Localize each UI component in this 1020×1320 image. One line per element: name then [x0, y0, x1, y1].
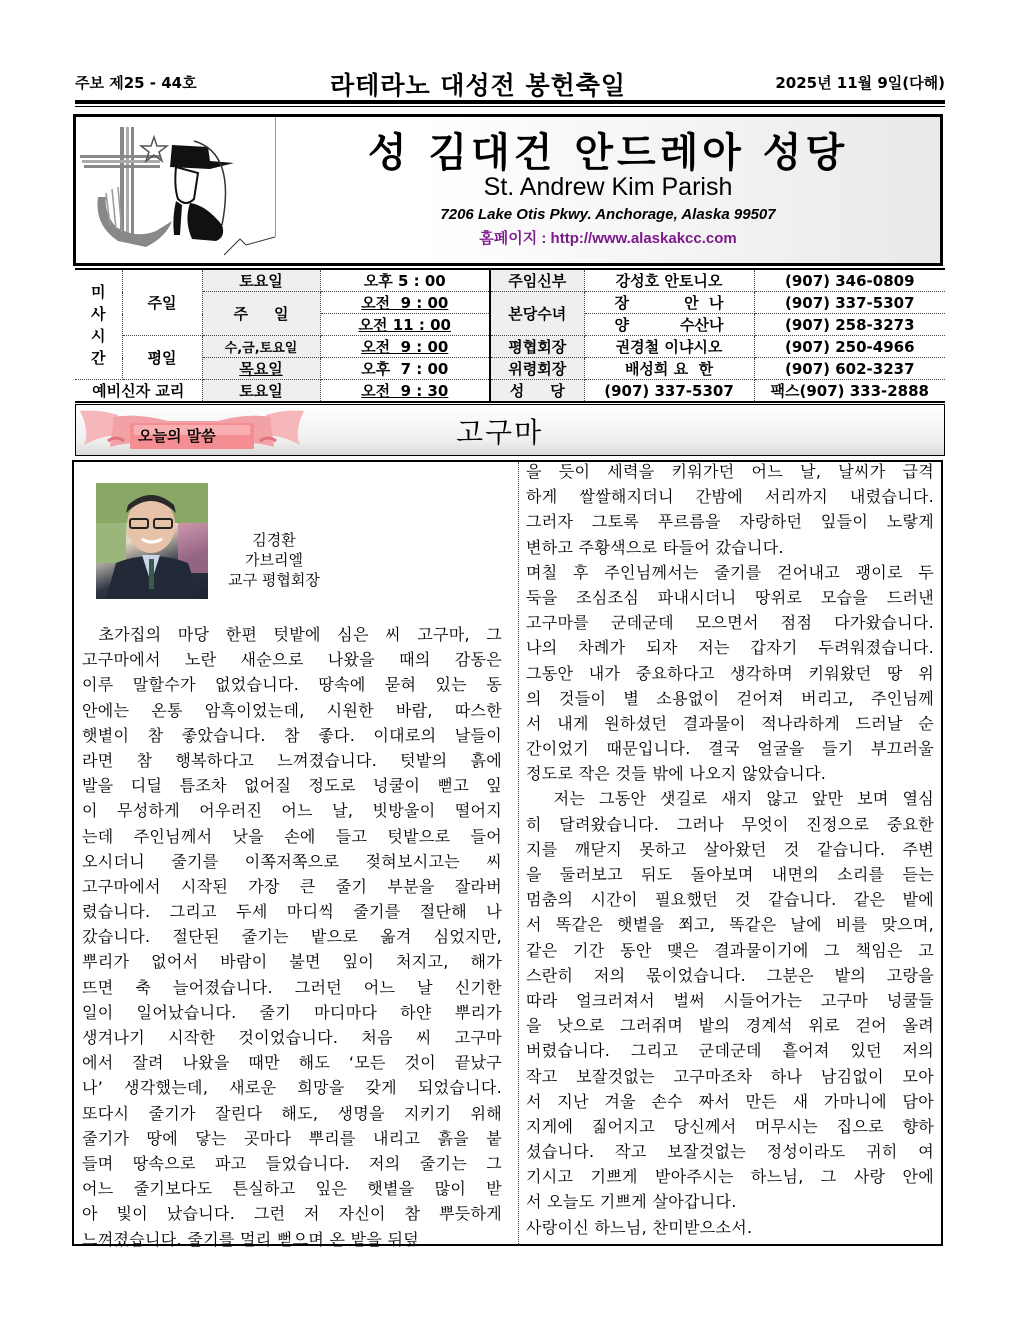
article-line: 저는 그동안 샛길로 새지 않고 앞만 보며 열심: [526, 789, 934, 809]
article-line: 서 지난 겨울 손수 짜서 만든 새 가마니에 담아: [526, 1091, 934, 1111]
parish-address: 7206 Lake Otis Pkwy. Anchorage, Alaska 99507: [440, 206, 776, 223]
article-column-left: [82, 622, 502, 1252]
contact-name: 양 수산나: [584, 314, 754, 336]
article-line: 셨습니다. 작고 보잘것없는 정성이라도 귀히 여: [526, 1142, 934, 1162]
schedule-day: 토요일: [202, 270, 320, 292]
schedule-day: 수,금,토요일: [202, 336, 320, 358]
contact-name: 장 안 나: [584, 292, 754, 314]
article-line: 는데 주인님께서 낫을 손에 들고 텃밭으로 들어: [82, 826, 502, 846]
parish-phone: (907) 337-5307: [584, 380, 754, 403]
article-line: 의 것들이 별 소용없이 걷어져 버리고, 주인님께: [526, 688, 934, 708]
schedule-time: 오후 5 : 00: [320, 270, 490, 292]
weekday-mass-label: 평일: [122, 336, 202, 380]
article-line: 아 빛이 났습니다. 그런 저 자신이 참 뿌듯하게: [82, 1204, 502, 1224]
article-line: 지를 깨닫지 못하고 살아왔던 것 같습니다. 주변: [526, 839, 934, 859]
contact-role: 위령회장: [490, 358, 584, 380]
article-line: 줄기가 땅에 닿는 곳마다 뿌리를 내리고 흙을 붙: [82, 1128, 502, 1148]
article-line: 또다시 줄기가 잘린다 해도, 생명을 지키기 위해: [82, 1103, 502, 1123]
mass-schedule-table: [75, 270, 945, 403]
article-line: 안에는 온통 암흑이었는데, 시원한 바람, 따스한: [82, 700, 502, 720]
article-line: 작고 보잘것없는 고구마조차 하나 남김없이 모아: [526, 1066, 934, 1086]
article-line: 나의 차례가 되자 저는 갑자기 두려워졌습니다.: [526, 638, 934, 658]
contact-role: 평협회장: [490, 336, 584, 358]
article-line: 둑을 조심조심 파내시더니 땅위로 모습을 드러낸: [526, 587, 934, 607]
contact-name: 권경철 이냐시오: [584, 336, 754, 358]
parish-masthead: [73, 114, 943, 266]
article-line: 지게에 짊어지고 당신께서 머무시는 집으로 향하: [526, 1116, 934, 1136]
schedule-time: 오후 7 : 00: [320, 358, 490, 380]
schedule-time: 오전 9 : 00: [320, 292, 490, 314]
article-line: 고구마에서 노란 새순으로 나왔을 때의 감동은: [82, 650, 502, 670]
author-info: [214, 530, 334, 590]
column-divider: [518, 462, 519, 1244]
feast-title: 라테라노 대성전 봉헌축일: [330, 71, 627, 100]
bulletin-date: 2025년 11월 9일(다해): [775, 74, 945, 92]
schedule-day: 토요일: [202, 380, 320, 403]
article-line: 기시고 기쁘게 받아주시는 하느님, 그 사랑 안에: [526, 1167, 934, 1187]
article-line: 하게 쌀쌀해지더니 간밤에 서리까지 내렸습니다.: [526, 487, 934, 507]
todays-word-banner: [75, 404, 945, 456]
article-line: 햇볕이 참 좋았습니다. 참 좋다. 이대로의 날들이: [82, 725, 502, 745]
article-line: 그러자 그토록 푸르름을 자랑하던 잎들이 노랗게: [526, 512, 934, 532]
article-line: 뿌리가 없어서 바람이 불면 잎이 처지고, 해가: [82, 952, 502, 972]
contact-phone: (907) 337-5307: [754, 292, 945, 314]
author-baptismal-name: 가브리엘: [245, 551, 303, 569]
article-line: 나’ 생각했는데, 새로운 희망을 갖게 되었습니다.: [82, 1078, 502, 1098]
author-photo: [96, 483, 208, 599]
contact-phone: (907) 346-0809: [754, 270, 945, 292]
contact-role: 성 당: [490, 380, 584, 403]
article-line: 발을 디딜 틈조차 없어질 정도로 넝쿨이 뻗고 잎: [82, 776, 502, 796]
article-line: 스란히 저의 몫이었습니다. 그분은 밭의 고랑을: [526, 965, 934, 985]
article-line: 을 낫으로 그러쥐며 밭의 경계석 위로 걷어 올려: [526, 1016, 934, 1036]
bulletin-header: [75, 66, 945, 100]
article-line: 서 오늘도 기쁘게 살아갑니다.: [526, 1192, 737, 1212]
schedule-time: 오전 11 : 00: [320, 314, 490, 336]
article-line: 에서 잘려 나왔을 때만 해도 ‘모든 것이 끝났구: [82, 1053, 502, 1073]
todays-word-label: 오늘의 말씀: [138, 427, 216, 445]
article-line: 멈춤의 시간이 필요했던 것 같습니다. 같은 밭에: [526, 890, 934, 910]
contact-role: 주임신부: [490, 270, 584, 292]
article-line: 느껴졌습니다. 줄기를 멀리 뻗으며 온 밭을 뒤덮: [82, 1229, 420, 1249]
homepage-link[interactable]: 홈페이지 : http://www.alaskakcc.com: [479, 230, 737, 247]
article-line: 버렸습니다. 그리고 군데군데 흩어져 있던 저의: [526, 1041, 934, 1061]
article-line: 간이었기 때문입니다. 결국 얼굴을 들기 부끄러울: [526, 739, 934, 759]
contact-phone: (907) 602-3237: [754, 358, 945, 380]
article-line: 같은 기간 동안 맺은 결과물이기에 그 책임은 고: [526, 940, 934, 960]
article-line: 고구마를 군데군데 모으면서 점점 다가왔습니다.: [526, 613, 934, 633]
church-logo-icon: [76, 117, 276, 263]
schedule-time: 오전 9 : 00: [320, 336, 490, 358]
contact-role: 본당수녀: [490, 292, 584, 336]
reflection-article: [72, 460, 943, 1249]
article-line: 며칠 후 주인님께서는 줄기를 걷어내고 괭이로 두: [526, 562, 934, 582]
contact-name: 배성희 요 한: [584, 358, 754, 380]
article-line: 히 달려왔습니다. 그러나 무엇이 진정으로 중요한: [526, 814, 934, 834]
mass-time-label: 미 사 시 간: [75, 270, 122, 380]
catechumen-class-label: 예비신자 교리: [75, 380, 202, 403]
article-line: 정도로 작은 것들 밖에 나오지 않았습니다.: [526, 764, 827, 784]
parish-name-english: St. Andrew Kim Parish: [483, 173, 733, 201]
contact-phone: (907) 250-4966: [754, 336, 945, 358]
schedule-day: 목요일: [202, 358, 320, 380]
article-line: 오시더니 줄기를 이쪽저쪽으로 젖혀보시고는 씨: [82, 851, 502, 871]
issue-number: 주보 제25 - 44호: [75, 74, 197, 92]
article-line: 을 듯이 세력을 키워가던 어느 날, 날씨가 급격: [526, 462, 934, 481]
header-rule-thin: [75, 106, 945, 107]
article-line: 생겨나기 시작한 것이었습니다. 처음 씨 고구마: [82, 1028, 502, 1047]
contact-name: 강성호 안토니오: [584, 270, 754, 292]
article-line: 들며 땅속으로 파고 들었습니다. 저의 줄기는 그: [82, 1153, 502, 1173]
article-line: 초가집의 마당 한편 텃밭에 심은 씨 고구마, 그: [82, 625, 502, 644]
article-line: 변하고 주황색으로 타들어 갔습니다.: [526, 537, 784, 557]
article-line: 고구마에서 시작된 가장 큰 줄기 부분을 잘라버: [82, 876, 502, 896]
article-line: 어느 줄기보다도 튼실하고 잎은 햇볕을 많이 받: [82, 1179, 502, 1199]
schedule-day: 주 일: [202, 292, 320, 336]
article-line: 이 무성하게 어우러진 어느 날, 빗방울이 떨어지: [82, 801, 502, 821]
article-line: 서 똑같은 햇볕을 쬐고, 똑같은 날에 비를 맞으며,: [526, 915, 934, 935]
article-line: 렸습니다. 그리고 두세 마디씩 줄기를 절단해 나: [82, 902, 502, 922]
article-line: 갔습니다. 절단된 줄기는 밭으로 옮겨 심었지만,: [82, 927, 502, 947]
article-line: 을 둘러보고 뒤도 돌아보며 내면의 소리를 듣는: [526, 865, 934, 884]
article-line: 라면 참 행복하다고 느껴졌습니다. 텃밭의 흙에: [82, 750, 502, 770]
article-line: 이루 말할수가 없었습니다. 땅속에 묻혀 있는 동: [82, 675, 502, 695]
header-rule: [75, 100, 945, 104]
parish-name-korean: 성 김대건 안드레아 성당: [367, 130, 849, 176]
article-line: 사랑이신 하느님, 찬미받으소서.: [526, 1217, 753, 1237]
reflection-title: 고구마: [456, 416, 544, 449]
schedule-time: 오전 9 : 30: [320, 380, 490, 403]
article-line: 일이 일어났습니다. 줄기 마디마다 하얀 뿌리가: [82, 1002, 502, 1022]
author-position: 교구 평협회장: [228, 571, 320, 589]
sunday-mass-label: 주일: [122, 270, 202, 336]
author-name: 김경환: [252, 531, 296, 549]
article-line: 따라 얼크러져서 벌써 시들어가는 고구마 넝쿨들: [526, 990, 934, 1010]
article-column-right: [526, 459, 934, 1240]
article-line: 그동안 내가 중요하다고 생각하며 키워왔던 땅 위: [526, 663, 934, 683]
contact-phone: (907) 258-3273: [754, 314, 945, 336]
parish-fax: 팩스(907) 333-2888: [754, 380, 945, 403]
article-line: 서 내게 원하셨던 결과물이 적나라하게 드러날 순: [526, 713, 934, 733]
article-line: 뜨면 축 늘어졌습니다. 그러던 어느 날 신기한: [82, 977, 502, 997]
